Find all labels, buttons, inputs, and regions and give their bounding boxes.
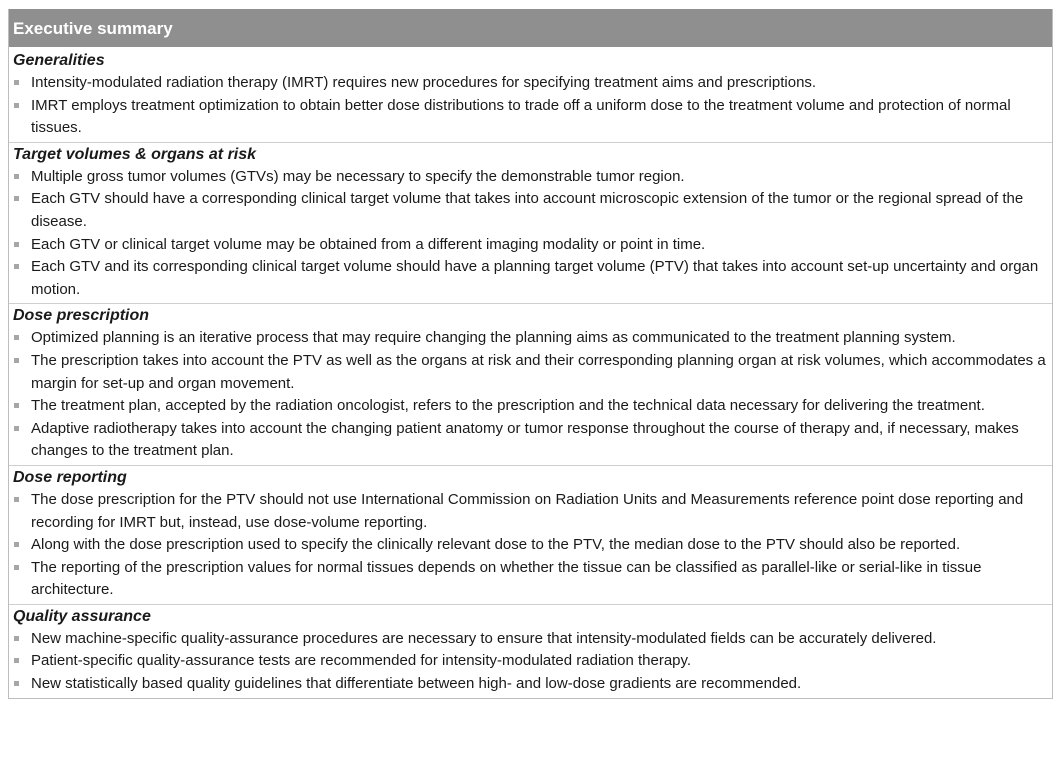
list-item [13, 166, 1048, 189]
square-bullet-icon [14, 264, 19, 269]
list-item [13, 557, 1048, 602]
list-item-text: IMRT employs treatment optimization to obtain better dose distributions to trade off a uniform dose to the treatment volume and protection of normal tissues. [31, 96, 1011, 137]
list-item [13, 327, 1048, 350]
list-item [13, 234, 1048, 257]
section-title: Target volumes & organs at risk [13, 145, 257, 163]
summary-section [9, 604, 1052, 698]
list-item-text: New machine-specific quality-assurance procedures are necessary to ensure that intensity-modulated fields can be accurately delivered. [31, 629, 937, 647]
square-bullet-icon [14, 565, 19, 570]
summary-section [9, 49, 1052, 142]
square-bullet-icon [14, 542, 19, 547]
list-item-text: The dose prescription for the PTV should not use International Commission on Radiation Units and Measurements reference point dose reporting and recording for IMRT but, instead, use dose-volume reporting. [31, 490, 1024, 531]
list-item [13, 395, 1048, 418]
summary-section [9, 303, 1052, 465]
list-item-text: Intensity-modulated radiation therapy (IMRT) requires new procedures for specifying treatment aims and prescriptions. [31, 74, 817, 91]
list-item [13, 534, 1048, 557]
bullet-list [13, 72, 1048, 140]
summary-header: Executive summary [9, 9, 1052, 49]
list-item [13, 256, 1048, 301]
list-item [13, 350, 1048, 395]
list-item-text: The reporting of the prescription values for normal tissues depends on whether the tissue can be classified as parallel-like or serial-like in tissue architecture. [31, 558, 982, 599]
square-bullet-icon [14, 242, 19, 247]
square-bullet-icon [14, 403, 19, 408]
summary-sections [9, 49, 1052, 698]
list-item-text: Optimized planning is an iterative process that may require changing the planning aims as communicated to the treatment planning system. [31, 329, 956, 347]
list-item-text: New statistically based quality guidelines that differentiate between high- and low-dose gradients are recommended. [31, 675, 802, 693]
square-bullet-icon [14, 335, 19, 340]
list-item [13, 628, 1048, 651]
list-item-text: Patient-specific quality-assurance tests are recommended for intensity-modulated radiation therapy. [31, 652, 692, 670]
square-bullet-icon [14, 174, 19, 179]
list-item-text: Adaptive radiotherapy takes into account the changing patient anatomy or tumor response throughout the course of therapy and, if necessary, makes changes to the treatment plan. [31, 419, 1019, 460]
square-bullet-icon [14, 658, 19, 663]
summary-section [9, 465, 1052, 604]
square-bullet-icon [14, 103, 19, 108]
list-item-text: The prescription takes into account the PTV as well as the organs at risk and their corresponding planning organ at risk volumes, which accommodates a margin for set-up and organ movement. [31, 351, 1046, 392]
square-bullet-icon [14, 80, 19, 85]
list-item-text: Each GTV and its corresponding clinical target volume should have a planning target volume (PTV) that takes into account set-up uncertainty and organ motion. [31, 258, 1039, 298]
list-item [13, 673, 1048, 696]
executive-summary-box [8, 9, 1053, 699]
section-title: Dose prescription [13, 307, 150, 325]
square-bullet-icon [14, 358, 19, 363]
square-bullet-icon [14, 426, 19, 431]
section-title: Dose reporting [13, 468, 127, 486]
list-item [13, 95, 1048, 140]
square-bullet-icon [14, 497, 19, 502]
bullet-list [13, 489, 1048, 602]
section-title: Generalities [13, 52, 105, 69]
bullet-list [13, 327, 1048, 463]
list-item-text: Each GTV or clinical target volume may be obtained from a different imaging modality or point in time. [31, 235, 706, 253]
list-item-text: The treatment plan, accepted by the radiation oncologist, refers to the prescription and the technical data necessary for delivering the treatment. [31, 397, 985, 415]
list-item-text: Along with the dose prescription used to specify the clinically relevant dose to the PTV, the median dose to the PTV should also be reported. [31, 536, 961, 554]
list-item [13, 489, 1048, 534]
summary-section [9, 142, 1052, 304]
bullet-list [13, 628, 1048, 696]
list-item [13, 650, 1048, 673]
list-item-text: Multiple gross tumor volumes (GTVs) may be necessary to specify the demonstrable tumor region. [31, 167, 685, 185]
square-bullet-icon [14, 196, 19, 201]
bullet-list [13, 166, 1048, 302]
list-item [13, 72, 1048, 95]
square-bullet-icon [14, 681, 19, 686]
list-item-text: Each GTV should have a corresponding clinical target volume that takes into account microscopic extension of the tumor or the regional spread of the disease. [31, 190, 1024, 230]
square-bullet-icon [14, 636, 19, 641]
list-item [13, 188, 1048, 233]
list-item [13, 418, 1048, 463]
section-title: Quality assurance [13, 607, 151, 625]
